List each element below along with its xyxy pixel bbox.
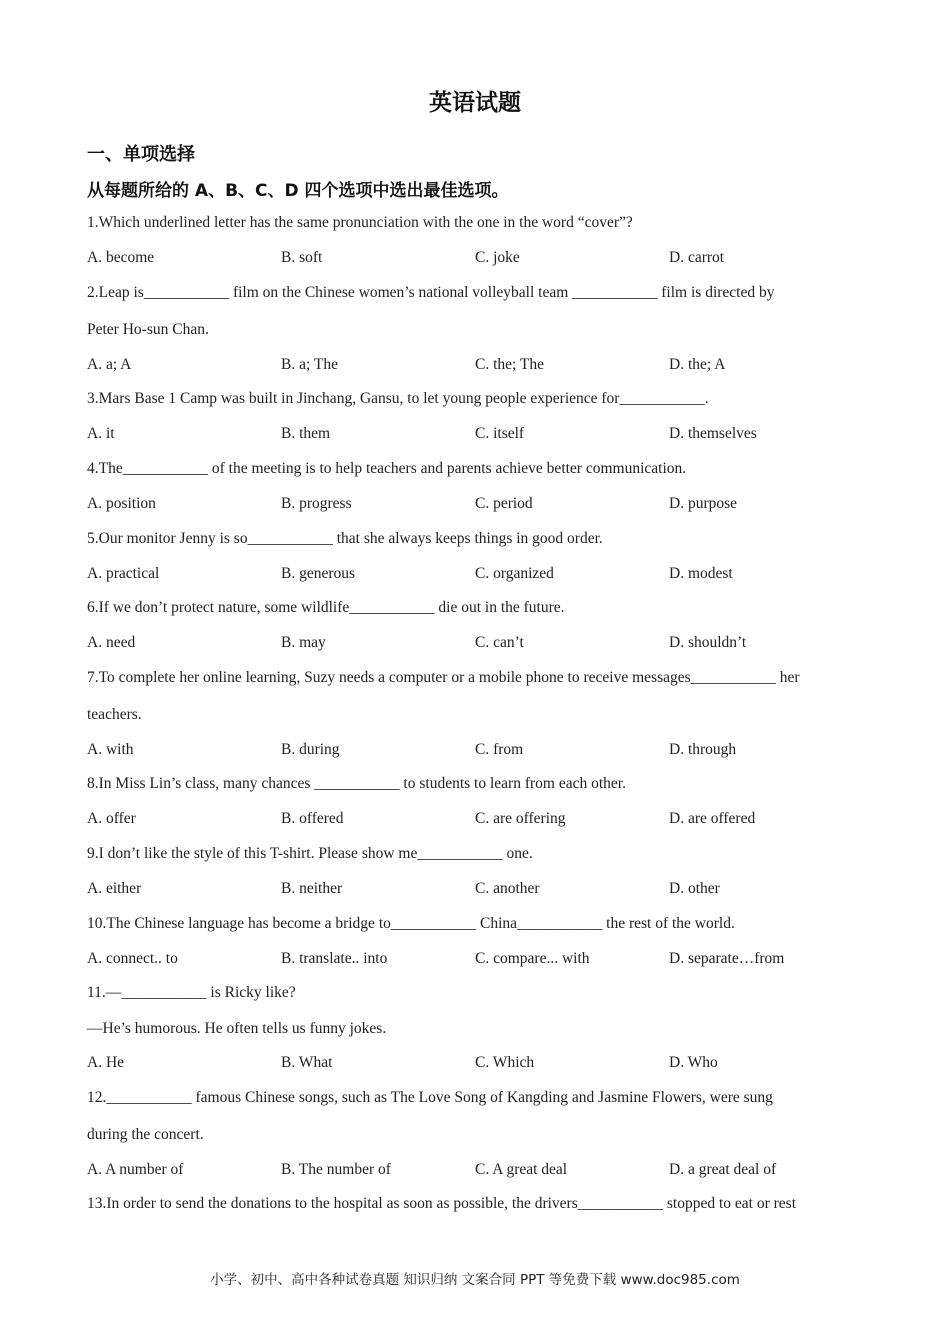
question-text: 8.In Miss Lin’s class, many chances ___________ to students to learn from each other.: [87, 775, 626, 792]
answer-option: C. can’t: [475, 634, 524, 651]
answer-option: B. translate.. into: [281, 950, 388, 967]
question-text: 9.I don’t like the style of this T-shirt. Please show me___________ one.: [87, 845, 533, 862]
answer-option: B. soft: [281, 249, 323, 266]
answer-option: D. themselves: [669, 425, 757, 442]
answer-option: B. during: [281, 741, 340, 758]
answer-option: C. the; The: [475, 356, 545, 373]
question-text: 11.—___________ is Ricky like?: [87, 984, 296, 1001]
question-text: 13.In order to send the donations to the hospital as soon as possible, the drivers___________ stopped to eat or rest: [87, 1195, 797, 1212]
answer-option: C. are offering: [475, 810, 566, 827]
answer-option: D. separate…from: [669, 950, 785, 967]
answer-option: D. a great deal of: [669, 1161, 777, 1178]
answer-option: A. connect.. to: [87, 950, 178, 967]
answer-option: C. organized: [475, 565, 554, 582]
question-text: 7.To complete her online learning, Suzy needs a computer or a mobile phone to receive messages___________ her: [87, 669, 800, 686]
page-title: 英语试题: [429, 90, 521, 116]
answer-option: A. become: [87, 249, 155, 266]
question-text: Peter Ho-sun Chan.: [87, 321, 209, 338]
question-text: 6.If we don’t protect nature, some wildlife___________ die out in the future.: [87, 599, 565, 616]
answer-option: D. modest: [669, 565, 733, 582]
answer-option: B. generous: [281, 565, 356, 582]
question-text: 3.Mars Base 1 Camp was built in Jinchang, Gansu, to let young people experience for___________.: [87, 390, 709, 407]
answer-option: D. purpose: [669, 495, 738, 512]
answer-option: D. the; A: [669, 356, 726, 373]
answer-option: C. period: [475, 495, 533, 512]
answer-option: C. Which: [475, 1054, 535, 1071]
answer-option: D. shouldn’t: [669, 634, 747, 651]
answer-option: B. offered: [281, 810, 344, 827]
answer-option: C. A great deal: [475, 1161, 568, 1178]
answer-option: D. carrot: [669, 249, 725, 266]
answer-option: A. it: [87, 425, 115, 442]
answer-option: B. What: [281, 1054, 333, 1071]
question-text: 12.___________ famous Chinese songs, such as The Love Song of Kangding and Jasmine Flowers, were sung: [87, 1089, 773, 1106]
answer-option: C. joke: [475, 249, 520, 266]
answer-option: A. A number of: [87, 1161, 184, 1178]
answer-option: A. offer: [87, 810, 136, 827]
answer-option: D. Who: [669, 1054, 718, 1071]
answer-option: B. The number of: [281, 1161, 391, 1178]
answer-option: A. a; A: [87, 356, 132, 373]
answer-option: D. through: [669, 741, 737, 758]
answer-option: C. compare... with: [475, 950, 590, 967]
answer-option: B. progress: [281, 495, 352, 512]
answer-option: C. itself: [475, 425, 525, 442]
answer-option: C. from: [475, 741, 524, 758]
answer-option: B. them: [281, 425, 331, 442]
answer-option: B. a; The: [281, 356, 338, 373]
answer-option: D. are offered: [669, 810, 756, 827]
answer-option: A. He: [87, 1054, 125, 1071]
answer-option: A. with: [87, 741, 134, 758]
answer-option: B. neither: [281, 880, 343, 897]
answer-option: A. practical: [87, 565, 160, 582]
question-text: during the concert.: [87, 1126, 204, 1143]
question-text: 4.The___________ of the meeting is to help teachers and parents achieve better communication.: [87, 460, 687, 477]
section-title: 一、单项选择: [87, 144, 195, 165]
answer-option: A. need: [87, 634, 136, 651]
answer-option: C. another: [475, 880, 540, 897]
question-text: —He’s humorous. He often tells us funny jokes.: [87, 1020, 387, 1037]
page-footer: 小学、初中、高中各种试卷真题 知识归纳 文案合同 PPT 等免费下载 www.doc985.com: [210, 1272, 740, 1288]
section-instruction: 从每题所给的 A、B、C、D 四个选项中选出最佳选项。: [87, 181, 509, 201]
question-text: teachers.: [87, 706, 142, 723]
answer-option: B. may: [281, 634, 326, 651]
answer-option: A. either: [87, 880, 142, 897]
question-text: 5.Our monitor Jenny is so___________ that she always keeps things in good order.: [87, 530, 603, 547]
question-text: 2.Leap is___________ film on the Chinese women’s national volleyball team ___________ film is directed by: [87, 284, 775, 301]
answer-option: D. other: [669, 880, 720, 897]
question-text: 1.Which underlined letter has the same pronunciation with the one in the word “cover”?: [87, 214, 633, 231]
question-text: 10.The Chinese language has become a bridge to___________ China___________ the rest of the world.: [87, 915, 735, 932]
answer-option: A. position: [87, 495, 156, 512]
